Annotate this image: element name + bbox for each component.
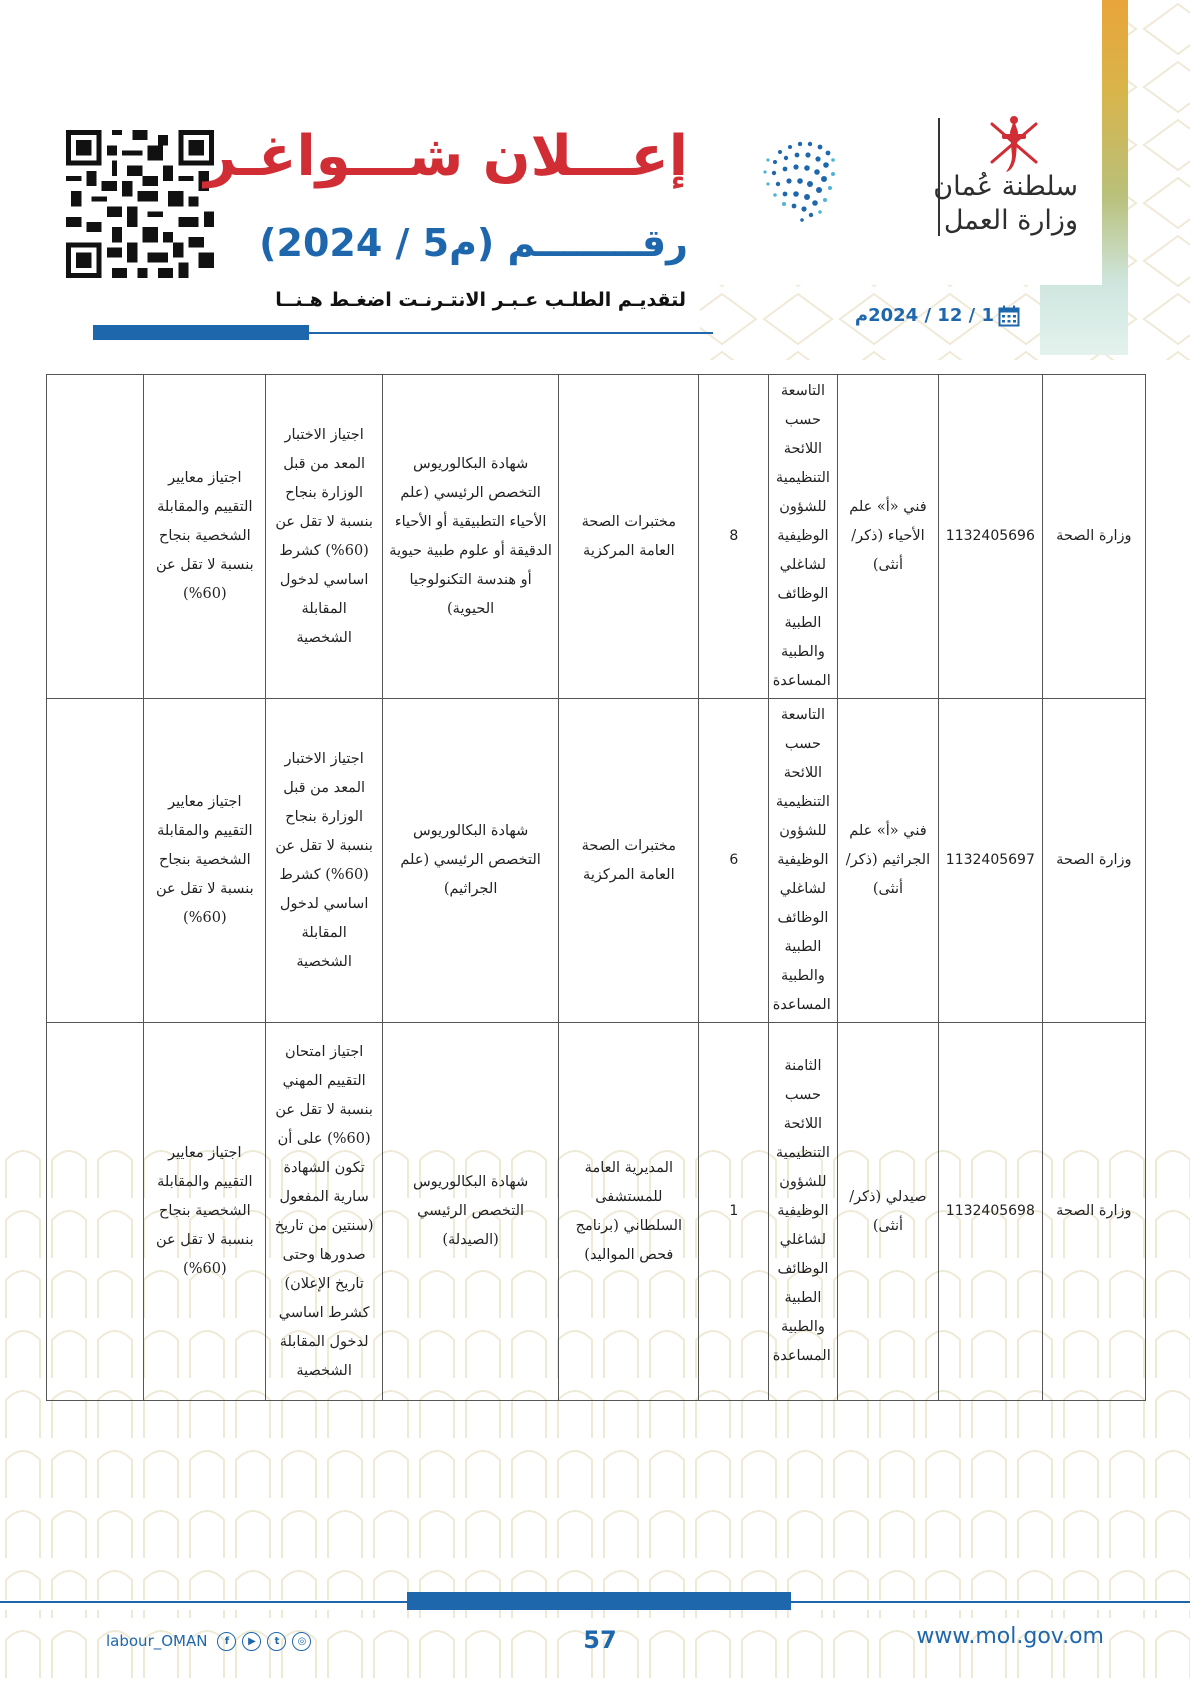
instagram-icon[interactable]: ◎ (292, 1632, 311, 1651)
cell-grade: التاسعة حسب اللائحة التنظيمية للشؤون الوظيفية لشاغلي الوظائف الطبية والطبية المساعدة (769, 699, 838, 1023)
social-links (106, 1629, 311, 1653)
cell-job-code: 1132405698 (939, 1023, 1042, 1401)
vision-swirl-icon (720, 132, 920, 247)
cell-count: 6 (699, 699, 769, 1023)
cell-workplace: المديرية العامة للمستشفى السلطاني (برنامج فحص المواليد) (559, 1023, 699, 1401)
cell-count: 8 (699, 375, 769, 699)
table-row (47, 1023, 1146, 1401)
cell-entity: وزارة الصحة (1042, 1023, 1145, 1401)
cell-job-title: فني «أ» علم الجراثيم (ذكر/أنثى) (837, 699, 938, 1023)
cell-qualification: شهادة البكالوريوس التخصص الرئيسي (علم الجراثيم) (383, 699, 559, 1023)
cell-exam: اجتياز الاختبار المعد من قبل الوزارة بنجاح بنسبة لا تقل عن (60%) كشرط اساسي لدخول المقابلة الشخصية (266, 375, 383, 699)
cell-exam: اجتياز امتحان التقييم المهني بنسبة لا تقل عن (60%) على أن تكون الشهادة سارية المفعول (سنتين من تاريخ صدورها وحتى تاريخ الإعلان) كشرط اساسي لدخول المقابلة الشخصية (266, 1023, 383, 1401)
cell-workplace: مختبرات الصحة العامة المركزية (559, 375, 699, 699)
cell-job-code: 1132405696 (939, 375, 1042, 699)
oman-vision-2040-logo (720, 132, 920, 247)
vacancies-table (46, 374, 1146, 1401)
announcement-date (854, 302, 1020, 330)
twitter-icon[interactable]: t (267, 1632, 286, 1651)
cell-qualification: شهادة البكالوريوس التخصص الرئيسي (علم الأحياء التطبيقية أو الأحياء الدقيقة أو علوم طبية حيوية أو هندسة التكنولوجيا الحيوية) (383, 375, 559, 699)
qr-code[interactable] (66, 130, 214, 278)
header-rule-accent (93, 325, 309, 340)
cell-job-code: 1132405697 (939, 699, 1042, 1023)
cell-grade: التاسعة حسب اللائحة التنظيمية للشؤون الوظيفية لشاغلي الوظائف الطبية والطبية المساعدة (769, 375, 838, 699)
cell-entity: وزارة الصحة (1042, 699, 1145, 1023)
cell-interview: اجتياز معايير التقييم والمقابلة الشخصية بنجاح بنسبة لا تقل عن (60%) (144, 699, 266, 1023)
cell-grade: الثامنة حسب اللائحة التنظيمية للشؤون الوظيفية لشاغلي الوظائف الطبية والطبية المساعدة (769, 1023, 838, 1401)
table-row (47, 375, 1146, 699)
date-text: 1 / 12 / 2024م (854, 305, 994, 326)
ministry-title: وزارة العمل (943, 205, 1078, 236)
cell-interview: اجتياز معايير التقييم والمقابلة الشخصية بنجاح بنسبة لا تقل عن (60%) (144, 1023, 266, 1401)
cell-notes (47, 699, 144, 1023)
cell-qualification: شهادة البكالوريوس التخصص الرئيسي (الصيدلة) (383, 1023, 559, 1401)
facebook-icon[interactable]: f (217, 1632, 236, 1651)
cell-job-title: فني «أ» علم الأحياء (ذكر/ أنثى) (837, 375, 938, 699)
cell-workplace: مختبرات الصحة العامة المركزية (559, 699, 699, 1023)
social-handle[interactable]: labour_OMAN (106, 1632, 208, 1650)
ministry-country: سلطنة عُمان (933, 171, 1078, 202)
cell-notes (47, 1023, 144, 1401)
cell-interview: اجتياز معايير التقييم والمقابلة الشخصية بنجاح بنسبة لا تقل عن (60%) (144, 375, 266, 699)
announcement-title: إعـــلان شـــواغـر (204, 124, 688, 189)
cell-notes (47, 375, 144, 699)
apply-online-link[interactable]: لتقديـم الطلـب عـبـر الانتـرنـت اضغـط هـنــا (275, 289, 686, 311)
cell-count: 1 (699, 1023, 769, 1401)
page-number: 57 (583, 1626, 617, 1654)
announcement-number: رقــــــــم (م5 / 2024) (259, 221, 688, 265)
website-link[interactable]: www.mol.gov.om (916, 1624, 1104, 1649)
ministry-name (933, 170, 1078, 238)
oman-emblem-icon (982, 112, 1046, 178)
cell-job-title: صيدلي (ذكر/ أنثى) (837, 1023, 938, 1401)
cell-exam: اجتياز الاختبار المعد من قبل الوزارة بنجاح بنسبة لا تقل عن (60%) كشرط اساسي لدخول المقابلة الشخصية (266, 699, 383, 1023)
cell-entity: وزارة الصحة (1042, 375, 1145, 699)
table-row (47, 699, 1146, 1023)
calendar-icon (998, 305, 1020, 327)
youtube-icon[interactable]: ▶ (242, 1632, 261, 1651)
footer-rule-accent (407, 1592, 791, 1610)
